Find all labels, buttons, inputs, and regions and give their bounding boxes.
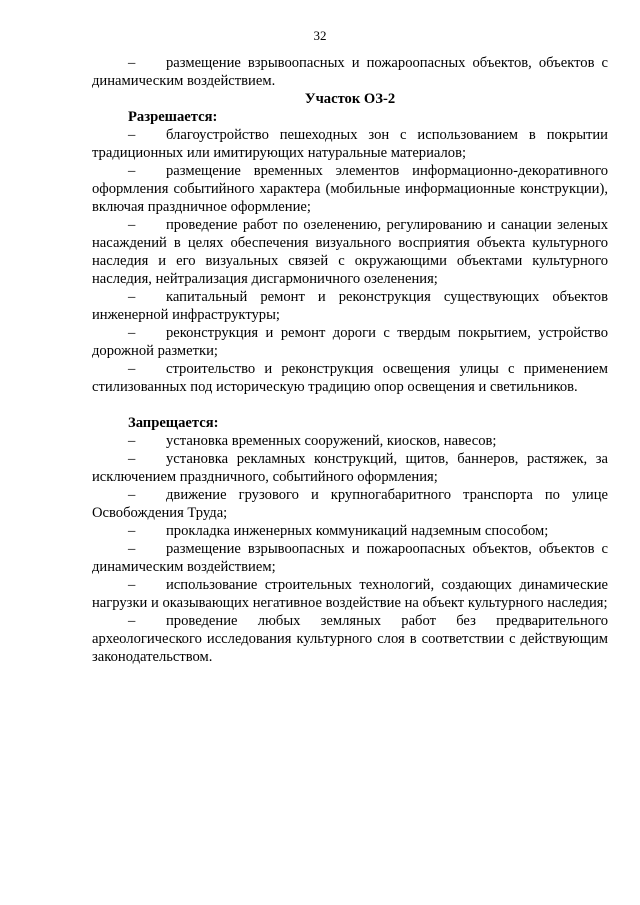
list-item-text: реконструкция и ремонт дороги с твердым покрытием, устройство дорожной разметки; [92,325,608,359]
list-dash: – [128,577,136,593]
allowed-heading: Разрешается: [128,109,218,125]
list-item [92,522,608,540]
forbidden-list [92,432,608,666]
section-title: Участок ОЗ-2 [304,91,396,107]
list-dash: – [128,55,136,71]
list-dash: – [128,451,136,467]
list-dash: – [128,361,136,377]
list-dash: – [128,523,136,539]
intro-item [92,54,608,90]
allowed-list [92,126,608,396]
list-item [92,540,608,576]
list-item [92,576,608,612]
list-dash: – [128,217,136,233]
list-item [92,432,608,450]
list-dash: – [128,541,136,557]
list-item [92,216,608,288]
list-item-text: использование строительных технологий, создающих динамические нагрузки и оказывающих негативное воздействие на объект культурного наследия; [92,577,608,611]
list-item [92,450,608,486]
forbidden-heading: Запрещается: [128,415,219,431]
list-item-text: проведение любых земляных работ без предварительного археологического исследования культурного слоя в соответствии с действующим законодательством. [92,613,608,665]
intro-text: размещение взрывоопасных и пожароопасных объектов, объектов с динамическим воздействием. [92,55,608,89]
page-number: 32 [313,28,327,43]
list-dash: – [128,433,136,449]
list-item [92,612,608,666]
list-item [92,360,608,396]
list-dash: – [128,613,136,629]
list-item-text: установка рекламных конструкций, щитов, баннеров, растяжек, за исключением праздничного, событийного оформления; [92,451,608,485]
list-dash: – [128,163,136,179]
list-item [92,288,608,324]
list-item [92,162,608,216]
section-spacer [92,396,608,414]
list-dash: – [128,325,136,341]
list-item-text: установка временных сооружений, киосков, навесов; [166,433,497,449]
list-dash: – [128,487,136,503]
list-dash: – [128,289,136,305]
list-item-text: движение грузового и крупногабаритного транспорта по улице Освобождения Труда; [92,487,608,521]
list-item-text: благоустройство пешеходных зон с использованием в покрытии традиционных или имитирующих натуральные материалов; [92,127,608,161]
list-item-text: проведение работ по озеленению, регулированию и санации зеленых насаждений в целях обеспечения визуального восприятия объекта культурного наследия и его визуальных связей с окружающими объектами культурного наследия, нейтрализация дисгармоничного озеленения; [92,217,608,287]
list-item-text: размещение взрывоопасных и пожароопасных объектов, объектов с динамическим воздействием; [92,541,608,575]
list-item-text: размещение временных элементов информационно-декоративного оформления событийного характера (мобильные информационные конструкции), включая праздничное оформление; [92,163,608,215]
list-item [92,126,608,162]
list-item-text: прокладка инженерных коммуникаций надземным способом; [166,523,549,539]
list-item-text: строительство и реконструкция освещения улицы с применением стилизованных под историческую традицию опор освещения и светильников. [92,361,608,395]
list-item-text: капитальный ремонт и реконструкция существующих объектов инженерной инфраструктуры; [92,289,608,323]
list-item [92,324,608,360]
document-body [92,54,608,666]
list-item [92,486,608,522]
list-dash: – [128,127,136,143]
